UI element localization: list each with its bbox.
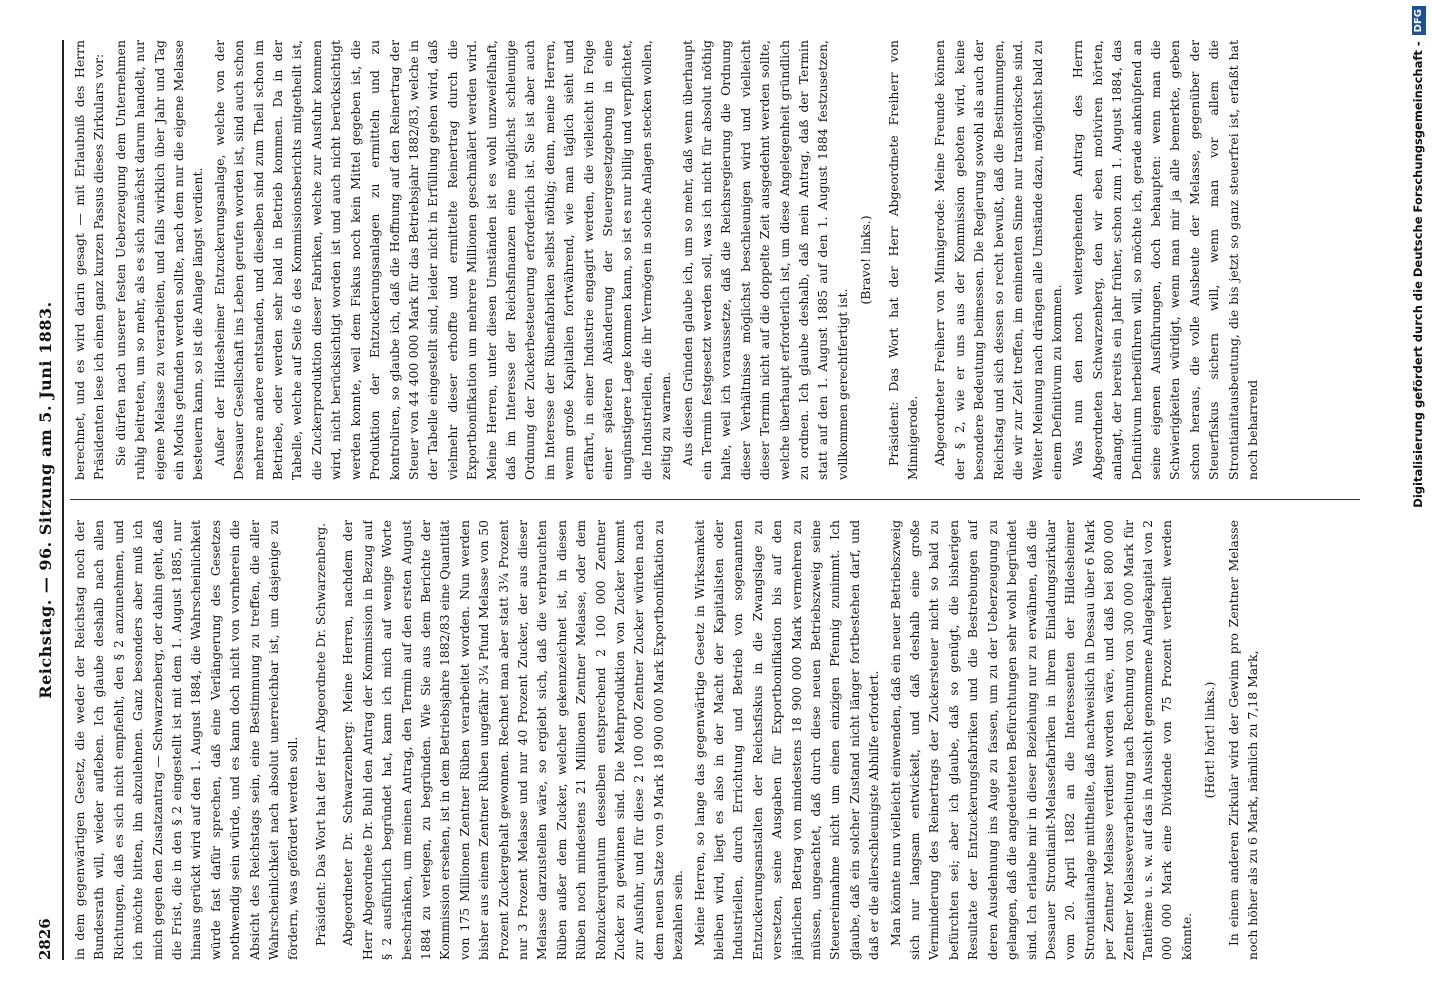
speaker-paragraph: Abgeordneter Dr. Schwarzenberg: Meine Herren, nachdem der Herr Abgeordnete Dr. Buhl den Antrag der Kommission in Bezug auf § 2 ausführlich begründet hat, kann ich mich auf wenige Worte beschränken, um meinen Antrag, den Termin auf den ersten August 1884 zu verlegen, zu begründen. Wie Sie aus dem Berichte der Kommission ersehen, ist in dem Betriebsjahre 1882/83 eine Quantität von 175 Millionen Zentner Rüben verarbeitet worden. Nun werden bisher aus einem Zentner Rüben ungefähr 3¼ Pfund Melasse von 50 Prozent Zuckergehalt gewonnen. Rechnet man aber statt 3¼ Prozent nur 3 Prozent Melasse und nur 40 Prozent Zucker, der aus dieser Melasse darzustellen wäre, so ergiebt sich, daß die verbrauchten Rüben außer dem Zucker, welcher gekennzeichnet ist, in diesen Rüben noch mindestens 21 Millionen Zentner Melasse, oder dem Rohzuckerquantum desselben entsprechend 2 100 000 Zentner Zucker zu gewinnen sind. Die Mehrproduktion von Zucker kommt zur Ausfuhr, und für diese 2 100 000 Zentner Zucker würden nach dem neuen Satze von 9 Mark 18 900 000 Mark Exportbonifikation zu bezahlen sein. <box>340 520 686 960</box>
left-column <box>70 520 1360 960</box>
page-number: 2826 <box>36 918 54 960</box>
digitization-footer <box>1408 6 1428 994</box>
right-column <box>70 40 1360 480</box>
paragraph: berechnet, und es wird darin gesagt — mit Erlaubniß des Herrn Präsidenten lese ich einen ganz kurzen Passus dieses Zirkulars vor: <box>72 40 107 480</box>
dfg-logo: DFG <box>1412 6 1426 35</box>
paragraph: Außer der Hildesheimer Entzuckerungsanlage, welche von der Dessauer Gesellschaft ins Leben gerufen worden ist, sind auch schon mehrere andere entstanden, und dieselben sind zum Theil schon im Betriebe, oder werden sehr bald in Betrieb kommen. Da in der Tabelle, welche auf Seite 6 des Kommissionsberichts mitgetheilt ist, die Zuckerproduktion dieser Fabriken, welche zur Ausfuhr kommen wird, nicht berücksichtigt worden ist und auch nicht berücksichtigt werden konnte, weil dem Fiskus noch kein Mittel gegeben ist, die Produktion der Entzuckerungsanlagen zu ermitteln und zu kontroliren, so glaube ich, daß die Hoffnung auf den Reinertrag der Steuer von 44 400 000 Mark für das Betriebsjahr 1882/83, welche in der Tabelle eingestellt sind, leider nicht in Erfüllung gehen wird, daß vielmehr dieser erhoffte und ermittelte Reinertrag durch die Exportbonifikation um mehrere Millionen geschmälert werden wird. Meine Herren, unter diesen Umständen ist es wohl unzweifelhaft, daß im Interesse der Reichsfinanzen eine möglichst schleunige Ordnung der Zuckerbesteuerung erforderlich ist. Sie ist aber auch im Interesse der Rübenfabriken selbst nöthig; denn, meine Herren, wenn große Kapitalien fortwährend, wie man täglich sieht und erfährt, in einer Industrie engagirt werden, die vielleicht in Folge einer späteren Abänderung der Steuergesetzgebung in eine ungünstigere Lage kommen kann, so ist es nur billig und verpflichtet, die Industriellen, die ihr Vermögen in solche Anlagen stecken wollen, zeitig zu warnen. <box>211 40 674 480</box>
paragraph: Aus diesen Gründen glaube ich, um so mehr, daß wenn überhaupt ein Termin festgesetzt werden soll, was ich nicht für absolut nöthig halte, weil ich voraussetze, daß die Reichsregierung die Ordnung dieser Verhältnisse möglichst beschleunigen wird und vielleicht dieser Termin nicht auf die doppelte Zeit ausgedehnt werden sollte, welche überhaupt erforderlich ist, um diese Angelegenheit gründlich zu ordnen. Ich glaube deshalb, daß mein Antrag, daß der Termin statt auf den 1. August 1885 auf den 1. August 1884 festzusetzen, vollkommen gerechtfertigt ist. <box>679 40 850 480</box>
interjection: (Hört! hört! links.) <box>1202 681 1218 799</box>
header-rule <box>62 40 64 960</box>
paragraph: In einem anderen Zirkular wird der Gewinn pro Zentner Melasse noch höher als zu 6 Mark, nämlich zu 7,18 Mark, <box>1225 520 1260 960</box>
column-separator <box>70 499 1360 500</box>
quoted-passage: Sie dürfen nach unserer festen Ueberzeugung dem Unternehmen ruhig beitreten, um so mehr, als es sich zunächst darum handelt, nur eigene Melasse zu verarbeiten, und falls wirklich über Jahr und Tag ein Modus gefunden werden sollte, nach dem nur die eigene Melasse besteuern kann, so ist die Anlage längst verdient. <box>112 40 206 480</box>
speaker-paragraph: Präsident: Das Wort hat der Herr Abgeordnete Freiherr von Minnigerode. <box>885 40 921 480</box>
paragraph: Man könnte nun vielleicht einwenden, daß ein neuer Betriebszweig sich nur langsam entwickelt, und daß deshalb eine große Verminderung des Reinertrags der Zuckersteuer nicht so bald zu befürchten sei; aber ich glaube, daß so genügt, die bisherigen Resultate der Entzuckerungsfabriken und die Bestrebungen auf deren Ausdehnung ins Auge zu fassen, um zu der Ueberzeugung zu gelangen, daß die angedeuteten Befürchtungen sehr wohl begründet sind. Ich erlaube mir in dieser Beziehung nur zu erwähnen, daß die Dessauer Strontianit-Melassefabriken in ihrem Einladungszirkular vom 20. April 1882 an die Interessenten der Hildesheimer Strontianitanlage mittheilte, daß nachweislich in Dessau über 6 Mark per Zentner Melasse verdient worden wäre, und daß bei 800 000 Zentner Melasseverarbeitung nach Rechnung von 300 000 Mark für Tantième u. s. w. auf das in Aussicht genommene Anlagekapital von 2 000 000 Mark eine Dividende von 75 Prozent vertheilt werden könnte. <box>887 520 1194 960</box>
running-title: Reichstag. — 96. Sitzung am 5. Juni 1883. <box>36 301 55 699</box>
page-header <box>22 40 62 960</box>
paragraph: in dem gegenwärtigen Gesetz, die weder der Reichstag noch der Bundesrath will, wieder aufleben. Ich glaube deshalb nach allen Richtungen, daß es sich nicht empfiehlt, den § 2 anzunehmen, und ich möchte bitten, ihn abzulehnen. Ganz besonders aber muß ich mich gegen den Zusatzantrag — Schwarzenberg, der dahin geht, daß die Frist, die in den § 2 eingestellt ist mit dem 1. August 1885, nur hinaus gerückt wird auf den 1. August 1884, die Wahrscheinlichkeit würde fast dafür sprechen, daß eine Verlängerung des Gesetzes nothwendig sein würde, und es kann doch nicht von vornherein die Absicht des Reichstags sein, eine Bestimmung zu treffen, die aller Wahrscheinlichkeit nach absolut unerreichbar ist, um dasjenige zu fördern, was gefördert werden soll. <box>72 520 301 960</box>
paragraph: Was nun den noch weitergehenden Antrag des Herrn Abgeordneten Schwarzenberg, den wir eben motiviren hörten, anlangt, der bereits ein Jahr früher, schon zum 1. August 1884, das Definitivum herbeiführen will, so möchte ich, gerade anknüpfend an seine eigenen Ausführungen, doch behaupten: wenn man die Schwierigkeiten würdigt, wenn man mir ja alle bemerkte, geben schon heraus, die volle Ausbeute der Melasse, gegenüber der Steuerfiskus sichern will, wenn man vor allem die Strontianitausbeutung, die bis jetzt so ganz steuerfrei ist, erfaßt hat noch beharrend <box>1070 40 1260 480</box>
speaker-paragraph: Abgeordneter Freiherr von Minnigerode: Meine Freunde können der § 2, wie er uns aus der Kommission geboten wird, keine besondere Bedeutung beimessen. Die Regierung sowohl als auch der Reichstag und sich dessen so recht bewußt, daß die Bestimmungen, die wir zur Zeit treffen, im eminenten Sinne nur transitorische sind. Weiter Meinung nach drängen alle Umstände dazu, möglichst bald zu einem Definitivum zu kommen. <box>932 40 1064 480</box>
interjection: (Bravo! links.) <box>858 215 874 305</box>
paragraph: Meine Herren, so lange das gegenwärtige Gesetz in Wirksamkeit bleiben wird, liegt es also in der Macht der Kapitalisten oder Industriellen, durch Errichtung und Betrieb von sogenannten Entzuckerungsanstalten der Reichsfiskus in die Zwangslage zu versetzen, seine Ausgaben für Exportbonifikation bis auf den jährlichen Betrag von mindestens 18 900 000 Mark vermehren zu müssen, ungeachtet, daß durch diese neuen Betriebszweig seine Steuereinnahme nicht um einen einzigen Pfennig zunimmt. Ich glaube, daß ein solcher Zustand nicht länger fortbestehen darf, und daß er die allerschleunigste Abhilfe erfordert. <box>691 520 882 960</box>
dfg-credit: Digitalisierung gefördert durch die Deutsche Forschungsgemeinschaft - <box>1411 41 1425 508</box>
speaker-paragraph: Präsident: Das Wort hat der Herr Abgeordnete Dr. Schwarzenberg. <box>312 522 328 946</box>
